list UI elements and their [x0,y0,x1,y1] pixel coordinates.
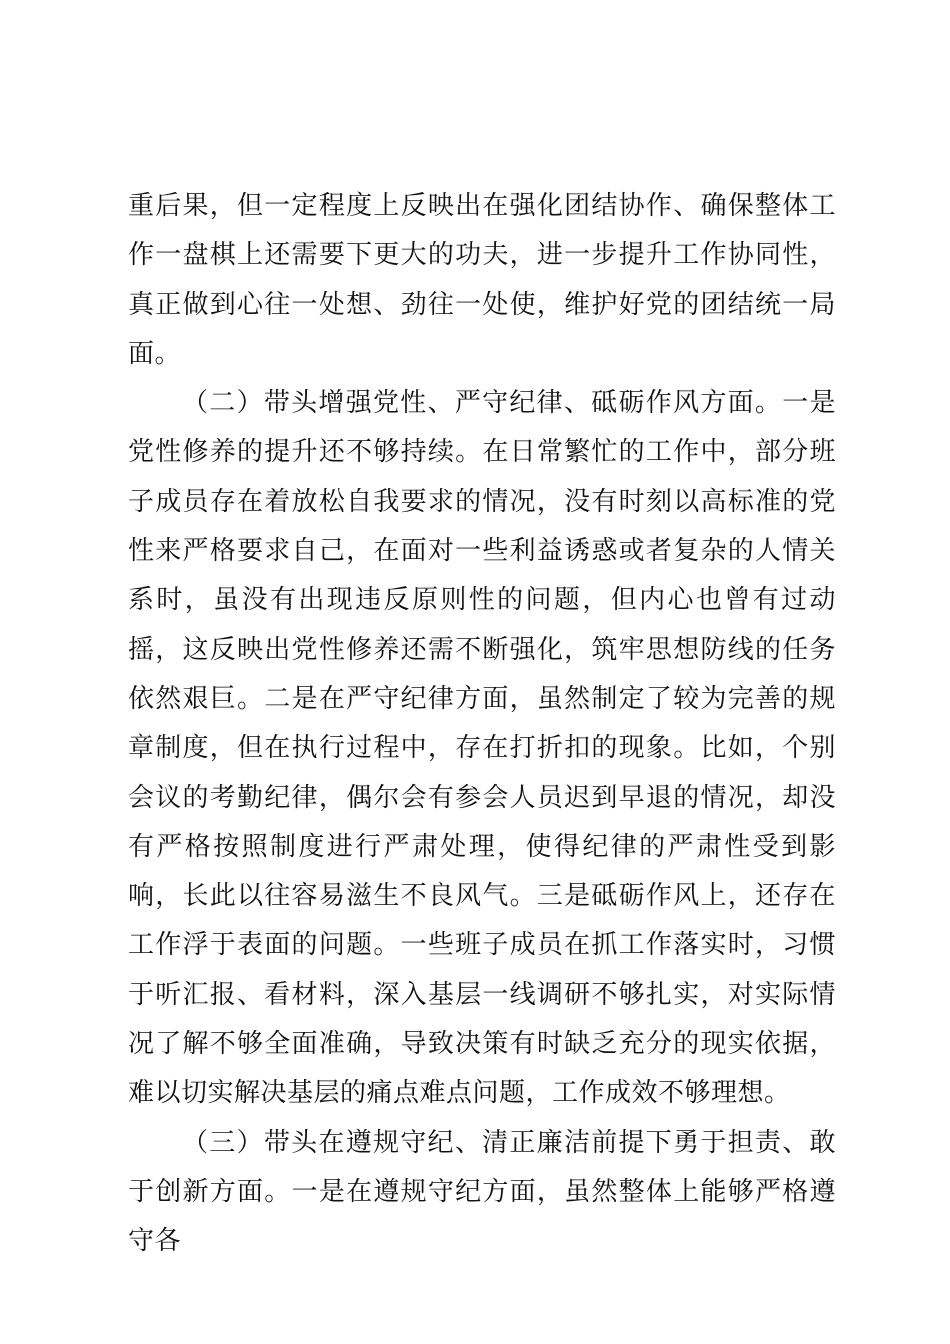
paragraph-section-two: （二）带头增强党性、严守纪律、砥砺作风方面。一是党性修养的提升还不够持续。在日常繁忙的工作中，部分班子成员存在着放松自我要求的情况，没有时刻以高标准的党性来严格要求自己，在面对一些利益诱惑或者复杂的人情关系时，虽没有出现违反原则性的问题，但内心也曾有过动摇，这反映出党性修养还需不断强化，筑牢思想防线的任务依然艰巨。二是在严守纪律方面，虽然制定了较为完善的规章制度，但在执行过程中，存在打折扣的现象。比如，个别会议的考勤纪律，偶尔会有参会人员迟到早退的情况，却没有严格按照制度进行严肃处理，使得纪律的严肃性受到影响，长此以往容易滋生不良风气。三是砥砺作风上，还存在工作浮于表面的问题。一些班子成员在抓工作落实时，习惯于听汇报、看材料，深入基层一线调研不够扎实，对实际情况了解不够全面准确，导致决策有时缺乏充分的现实依据，难以切实解决基层的痛点难点问题，工作成效不够理想。 [128,388,836,1109]
paragraph-continuation: 重后果，但一定程度上反映出在强化团结协作、确保整体工作一盘棋上还需要下更大的功夫，进一步提升工作协同性，真正做到心往一处想、劲往一处使，维护好党的团结统一局面。 [128,191,836,369]
paragraph-section-three: （三）带头在遵规守纪、清正廉洁前提下勇于担责、敢于创新方面。一是在遵规守纪方面，虽然整体上能够严格遵守各 [128,1127,836,1257]
document-body [128,182,836,1267]
